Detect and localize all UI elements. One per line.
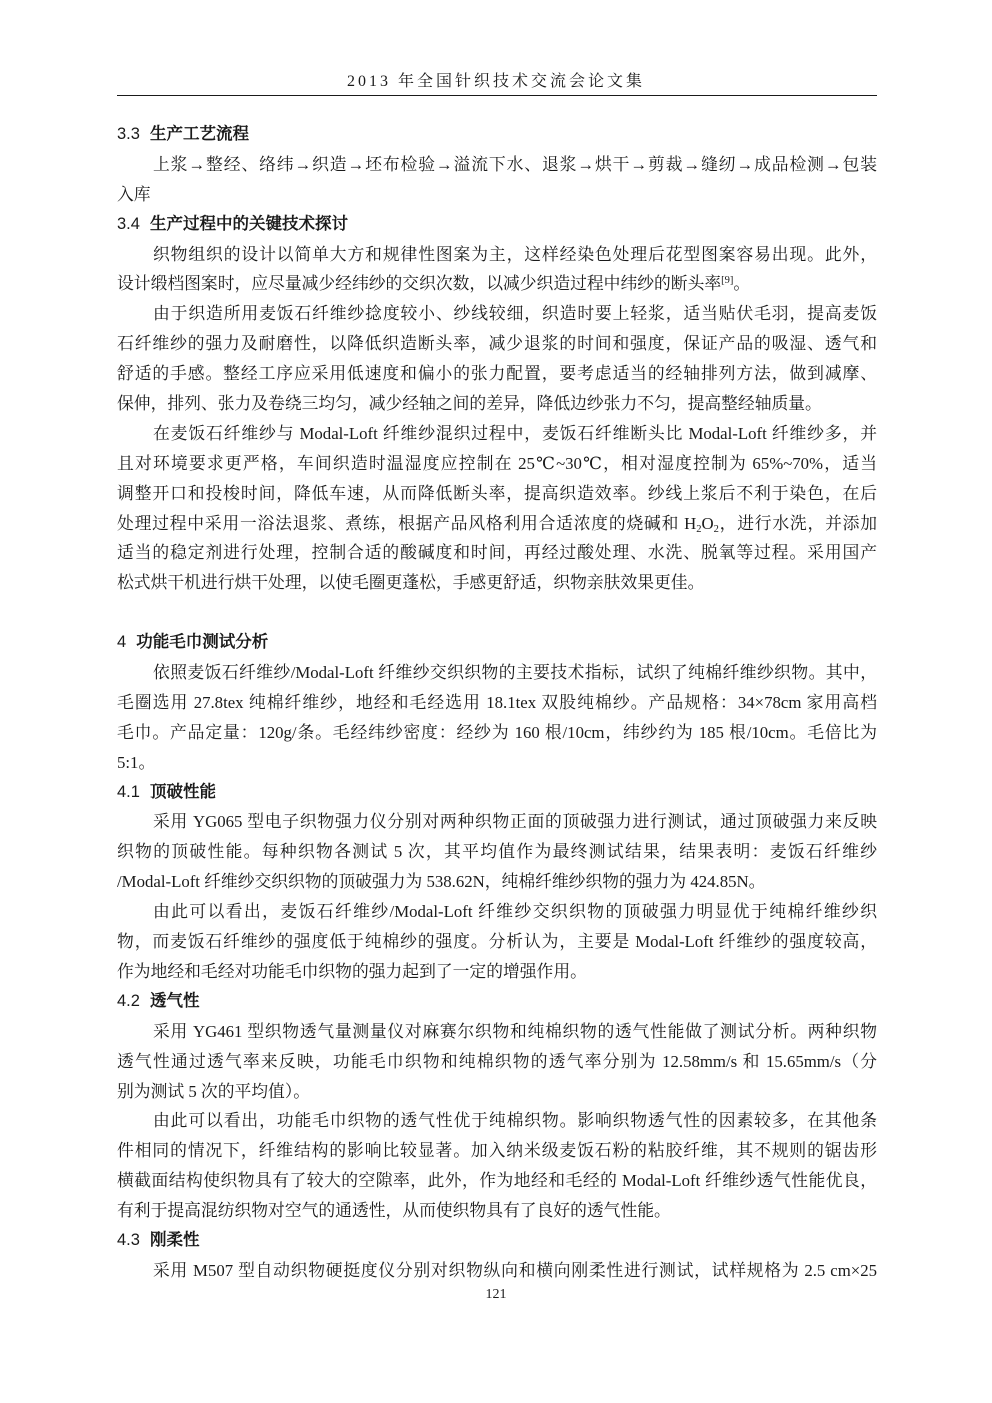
text-line: 松式烘干机进行烘干处理，以使毛圈更蓬松，手感更舒适，织物亲肤效果更佳。 xyxy=(117,573,705,593)
text-line: 舒适的手感。整经工序应采用低速度和偏小的张力配置，要考虑适当的经轴排列方法，做到减摩、 xyxy=(117,364,877,384)
text-line: 采用 M507 型自动织物硬挺度仪分别对织物纵向和横向刚柔性进行测试，试样规格为 2.5 cm×25 xyxy=(153,1260,877,1280)
section-heading xyxy=(117,1226,877,1256)
section-number: 3.4 xyxy=(117,214,140,233)
citation-superscript: [9] xyxy=(721,275,734,287)
section-number: 3.3 xyxy=(117,125,140,143)
page-number: 121 xyxy=(485,1287,507,1302)
subscript: 2 xyxy=(713,523,719,535)
text-line: 依照麦饭石纤维纱/Modal-Loft 纤维纱交织织物的主要技术指标，试织了纯棉纤维纱织物。其中， xyxy=(153,663,877,683)
section-title: 生产过程中的关键技术探讨 xyxy=(149,214,348,233)
text-line: 5:1。 xyxy=(117,752,156,772)
text-line: 横截面结构使织物具有了较大的空隙率，此外，作为地经和毛经的 Modal-Loft 纤维纱透气性能优良， xyxy=(117,1171,877,1191)
text-line: 上浆→整经、络纬→织造→坯布检验→溢流下水、退浆→烘干→剪裁→缝纫→成品检测→包装 xyxy=(153,154,877,174)
section-heading xyxy=(117,210,877,240)
paragraph xyxy=(117,240,877,300)
text-line: 有利于提高混纺织物对空气的通透性，从而使织物具有了良好的透气性能。 xyxy=(117,1201,671,1221)
paragraph xyxy=(117,299,877,419)
section-heading xyxy=(117,120,877,150)
section-title: 顶破性能 xyxy=(149,782,216,801)
paragraph xyxy=(117,897,877,987)
text-run: ，进行水洗，并添加 xyxy=(718,513,877,533)
paragraph xyxy=(117,1017,877,1107)
section-heading xyxy=(117,778,877,808)
text-line: 保伸，排列、张力及卷绕三均匀，减少经轴之间的差异，降低边纱张力不匀，提高整经轴质量。 xyxy=(117,394,822,414)
header-rule xyxy=(117,95,877,96)
text-line: /Modal-Loft 纤维纱交织织物的顶破强力为 538.62N，纯棉纤维纱织物的强力为 424.85N。 xyxy=(117,872,766,892)
section-title: 透气性 xyxy=(149,991,200,1010)
text-line: 件相同的情况下，纤维结构的影响比较显著。加入纳米级麦饭石粉的粘胶纤维，其不规则的锯齿形 xyxy=(117,1141,877,1161)
section-number: 4.2 xyxy=(117,991,140,1010)
paragraph xyxy=(117,1256,877,1286)
paragraph xyxy=(117,150,877,210)
text-line: 毛圈选用 27.8tex 纯棉纤维纱，地经和毛经选用 18.1tex 双股纯棉纱。产品规格：34×78cm 家用高档 xyxy=(117,692,877,712)
text-line: 物，而麦饭石纤维纱的强度低于纯棉纱的强度。分析认为，主要是 Modal-Loft 纤维纱的强度较高， xyxy=(117,932,877,952)
text-line: 由此可以看出，功能毛巾织物的透气性优于纯棉织物。影响织物透气性的因素较多，在其他条 xyxy=(153,1111,877,1131)
text-line: 入库 xyxy=(117,184,151,204)
text-run: 设计缎档图案时，应尽量减少经纬纱的交织次数，以减少织造过程中纬纱的断头率 xyxy=(117,274,722,294)
text-line: 由于织造所用麦饭石纤维纱捻度较小、纱线较细，织造时要上轻浆，适当贴伏毛羽，提高麦饭 xyxy=(153,304,877,324)
text-run: O xyxy=(701,513,714,533)
text-line: 采用 YG065 型电子织物强力仪分别对两种织物正面的顶破强力进行测试，通过顶破强力来反映 xyxy=(153,812,877,832)
text-line: 在麦饭石纤维纱与 Modal-Loft 纤维纱混织过程中，麦饭石纤维断头比 Modal-Loft 纤维纱多，并 xyxy=(153,423,877,443)
text-run: 处理过程中采用一浴法退浆、煮练，根据产品风格利用合适浓度的烧碱和 H xyxy=(117,513,697,533)
text-line: 毛巾。产品定量：120g/条。毛经纬纱密度：经纱为 160 根/10cm，纬纱约为 185 根/10cm。毛倍比为 xyxy=(117,722,877,742)
paragraph xyxy=(117,807,877,897)
text-line: 采用 YG461 型织物透气量测量仪对麻赛尔织物和纯棉织物的透气性能做了测试分析。两种织物 xyxy=(153,1021,877,1041)
body-text xyxy=(117,120,877,1286)
subscript: 2 xyxy=(696,523,702,535)
text-line: 由此可以看出，麦饭石纤维纱/Modal-Loft 纤维纱交织织物的顶破强力明显优于纯棉纤维纱织 xyxy=(153,902,877,922)
text-line: 且对环境要求更严格，车间织造时温湿度应控制在 25℃~30℃，相对湿度控制为 65%~70%，适当 xyxy=(117,453,877,473)
text-line: 织物组织的设计以简单大方和规律性图案为主，这样经染色处理后花型图案容易出现。此外， xyxy=(153,244,877,264)
paragraph xyxy=(117,1106,877,1226)
section-heading xyxy=(117,628,877,658)
section-heading xyxy=(117,987,877,1017)
paragraph xyxy=(117,658,877,778)
paragraph xyxy=(117,419,877,598)
text-line: 石纤维纱的强力及耐磨性，以降低织造断头率，减少退浆的时间和强度，保证产品的吸湿、透气和 xyxy=(117,334,877,354)
text-line: 适当的稳定剂进行处理，控制合适的酸碱度和时间，再经过酸处理、水洗、脱氧等过程。采用国产 xyxy=(117,543,877,563)
text-line: 作为地经和毛经对功能毛巾织物的强力起到了一定的增强作用。 xyxy=(117,961,587,981)
section-number: 4.1 xyxy=(117,782,140,801)
section-title: 功能毛巾测试分析 xyxy=(136,633,269,652)
section-title: 生产工艺流程 xyxy=(149,125,249,143)
text-line xyxy=(117,269,877,299)
section-number: 4.3 xyxy=(117,1230,140,1249)
running-header-title: 2013 年全国针织技术交流会论文集 xyxy=(346,73,645,90)
text-line: 透气性通过透气率来反映，功能毛巾织物和纯棉织物的透气率分别为 12.58mm/s 和 15.65mm/s（分 xyxy=(117,1051,877,1071)
section-number: 4 xyxy=(117,633,127,652)
text-line xyxy=(117,509,877,539)
text-line: 调整开口和投梭时间，降低车速，从而降低断头率，提高织造效率。纱线上浆后不利于染色，在后 xyxy=(117,483,877,503)
text-run: 。 xyxy=(733,274,751,294)
text-line: 织物的顶破性能。每种织物各测试 5 次，其平均值作为最终测试结果，结果表明：麦饭石纤维纱 xyxy=(117,842,877,862)
text-line: 别为测试 5 次的平均值）。 xyxy=(117,1081,310,1101)
section-title: 刚柔性 xyxy=(149,1230,200,1249)
